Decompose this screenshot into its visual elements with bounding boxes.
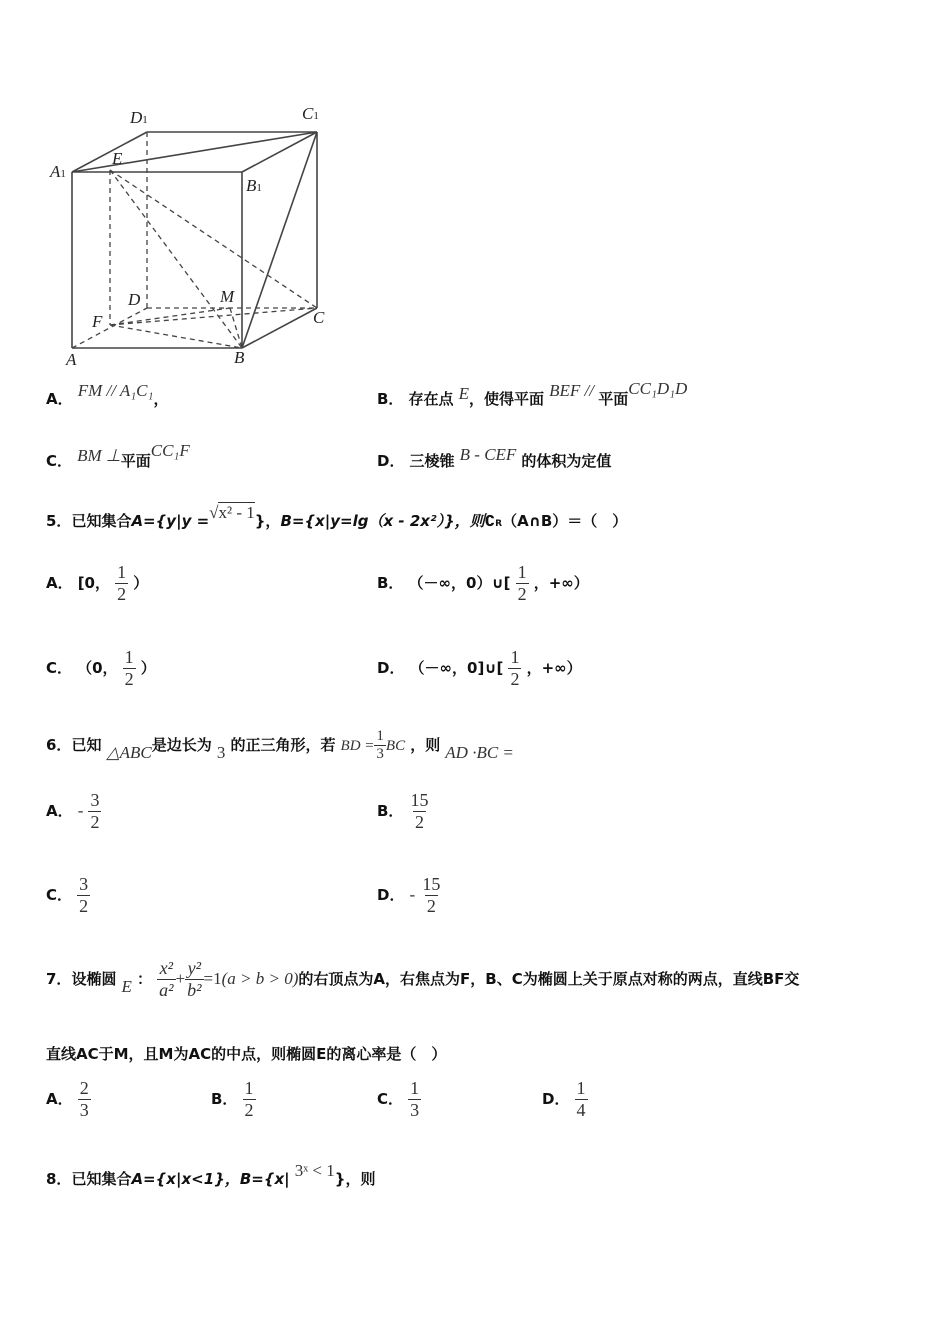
fraction: $\frac{1}{3}$ (410, 1078, 420, 1120)
q4-option-b[interactable]: B． 存在点 E，使得平面 BEF // 平面CC₁D₁D (377, 379, 688, 408)
q4-option-a[interactable]: A． FM // A₁C₁， (46, 381, 169, 408)
fraction: $\frac{1}{2}$ (244, 1078, 254, 1120)
label-C1: C1 (302, 104, 319, 123)
question-7-line2: 直线AC于M，且M为AC的中点，则椭圆E的离心率是（ ） (46, 1045, 447, 1063)
cube-figure (40, 95, 350, 375)
q7-option-b[interactable]: B． $\frac{1}{2}$ (211, 1078, 254, 1120)
fraction: $\frac{1}{2}$ (117, 562, 127, 604)
label-D: D (128, 290, 141, 309)
q7-option-d[interactable]: D． $\frac{1}{4}$ (542, 1078, 586, 1120)
q6-option-b[interactable]: B． $\frac{15}{2}$ (377, 790, 429, 832)
fraction: $\frac{3}{2}$ (90, 790, 100, 832)
q4-option-d[interactable]: D． 三棱锥 B - CEF 的体积为定值 (377, 445, 612, 470)
fraction: $\frac{3}{2}$ (79, 874, 89, 916)
label-M: M (220, 287, 235, 306)
q5-option-b[interactable]: B． （－∞，0）∪[ $\frac{1}{2}$ ，+∞） (377, 562, 589, 604)
q6-option-d[interactable]: D． - $\frac{15}{2}$ (377, 874, 441, 916)
q4-option-c[interactable]: C． BM ⊥平面CC₁F (46, 441, 190, 470)
q6-option-a[interactable]: A． - $\frac{3}{2}$ (46, 790, 100, 832)
fraction: $\frac{1}{2}$ (124, 647, 134, 689)
fraction: $\frac{1}{2}$ (510, 647, 520, 689)
q7-option-c[interactable]: C． $\frac{1}{3}$ (377, 1078, 420, 1120)
q5-option-c[interactable]: C． （0， $\frac{1}{2}$ ） (46, 647, 156, 689)
q7-option-a[interactable]: A． $\frac{2}{3}$ (46, 1078, 89, 1120)
question-5: 5．已知集合A={y|y =√x² - 1}，B={x|y=lg（x - 2x²）}，则∁R（A∩B）＝（ ） (46, 503, 628, 530)
label-E: E (112, 149, 123, 168)
label-F: F (92, 312, 103, 331)
label-D1: D1 (130, 108, 148, 127)
question-8: 8．已知集合A={x|x<1}，B={x| 3ˣ < 1}，则 (46, 1161, 376, 1188)
q5-option-a[interactable]: A． [0， $\frac{1}{2}$ ） (46, 562, 149, 604)
fraction: $\frac{15}{2}$ (410, 790, 429, 832)
label-B: B (234, 348, 245, 367)
fraction: $\frac{1}{2}$ (517, 562, 527, 604)
label-A: A (66, 350, 77, 369)
fraction: $\frac{1}{4}$ (576, 1078, 586, 1120)
q6-option-c[interactable]: C． $\frac{3}{2}$ (46, 874, 89, 916)
fraction: $\frac{2}{3}$ (79, 1078, 89, 1120)
question-6: 6．已知 △ABC是边长为 3 的正三角形，若 BD = $\frac{1}{3}$ BC ，则 AD ·BC = (46, 728, 514, 762)
q5-option-d[interactable]: D． （－∞，0]∪[ $\frac{1}{2}$ ，+∞） (377, 647, 582, 689)
label-A1: A1 (50, 162, 66, 181)
fraction: $\frac{15}{2}$ (422, 874, 441, 916)
label-B1: B1 (246, 176, 262, 195)
label-C: C (313, 308, 325, 327)
question-7: 7．设椭圆 E ： $\frac{\text{x²}}{\text{a²}}$ + $\frac{\text{y²}}{\text{b²}}$ =1(a > b > 0)的右顶点为A，右焦点为F，B、C为椭圆上关于原点对称的两点，直线BF交 (46, 958, 800, 1000)
